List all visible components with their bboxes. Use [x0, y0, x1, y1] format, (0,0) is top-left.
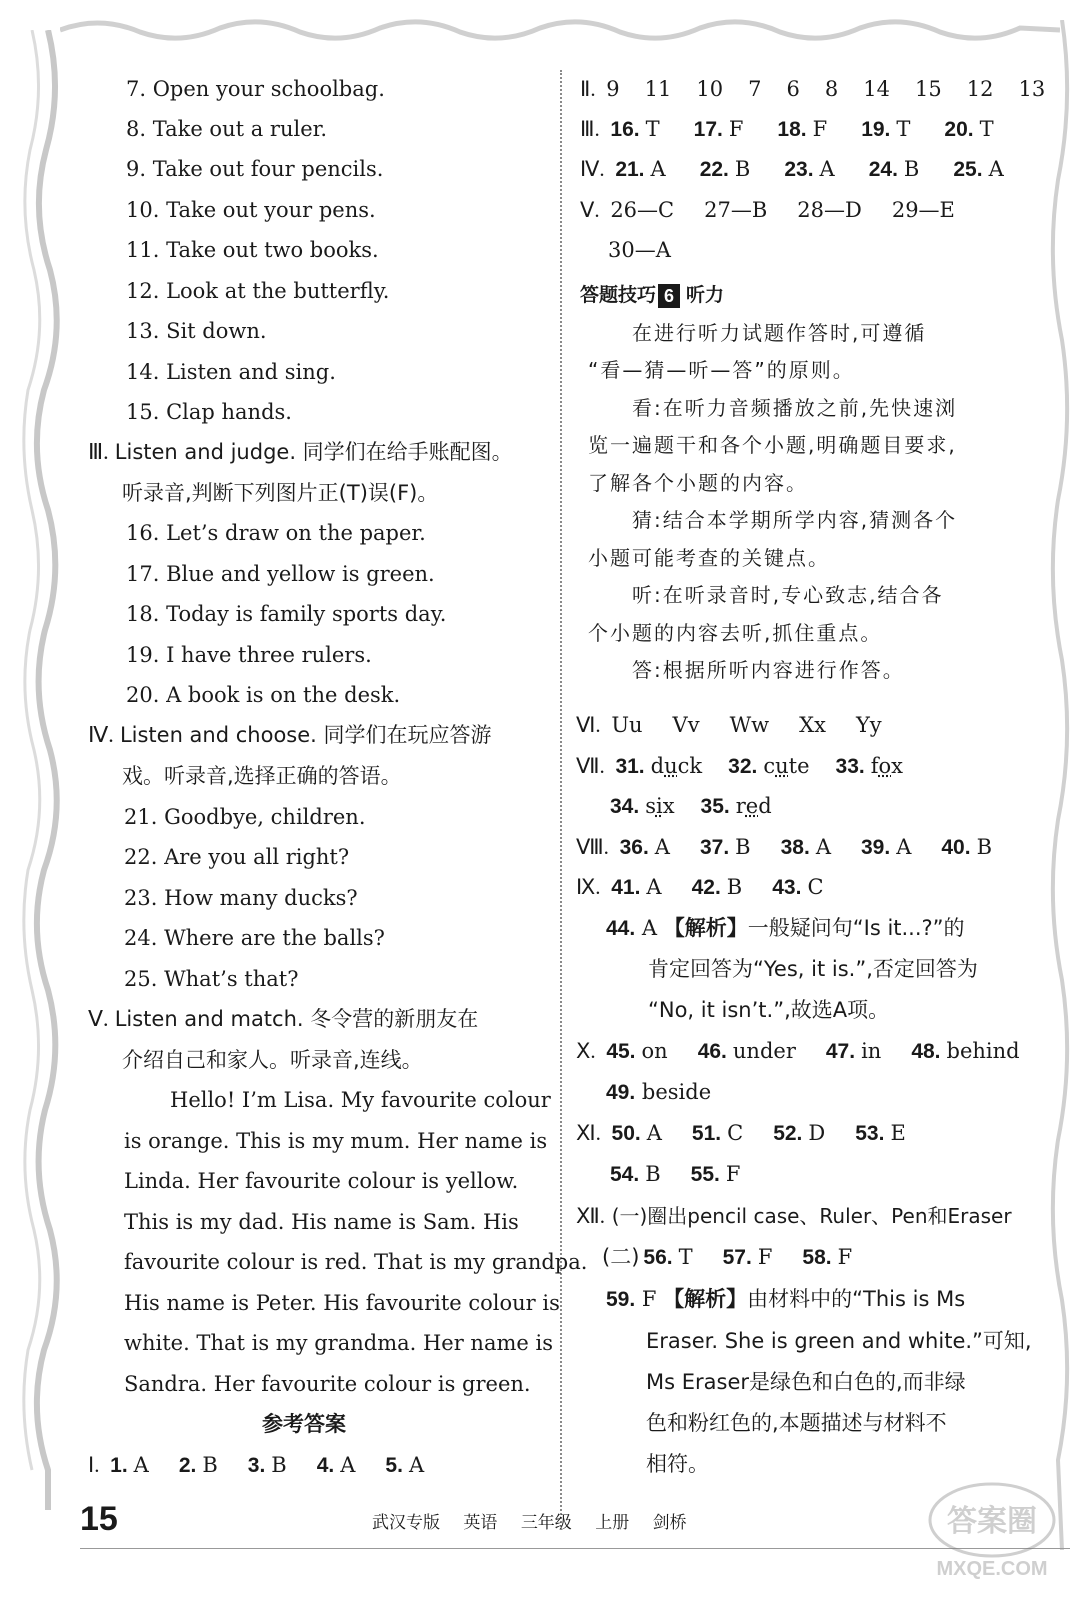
answer-item: [781, 835, 831, 859]
question-number: 3.: [247, 1454, 266, 1477]
answer-item: [836, 754, 903, 778]
listen-sentence-18: 18. Today is family sports day.: [126, 602, 447, 626]
question-number: 55.: [690, 1163, 720, 1186]
section-4-instruction-line2: 戏。听录音,选择正确的答语。: [122, 764, 402, 788]
question-number: 19.: [861, 118, 891, 141]
answer-value: six: [645, 794, 675, 818]
analysis-59-line3: Ms Eraser是绿色和白色的,而非绿: [646, 1370, 966, 1394]
answer-value: B: [726, 875, 743, 899]
question-number: 22.: [699, 158, 729, 181]
answer-item: [692, 875, 743, 899]
answer-item: [773, 1121, 825, 1145]
underlined-letter: e: [745, 794, 759, 818]
subject: 英语: [463, 1513, 498, 1533]
answer-row-4: [580, 154, 1004, 185]
question-number: 37.: [699, 836, 730, 859]
analysis-44-line2: 肯定回答为“Yes, it is.”,否定回答为: [648, 957, 978, 981]
answer-row-2: [580, 74, 1045, 104]
answer-item: [692, 1121, 743, 1145]
roman-numeral: Ⅴ.: [88, 1006, 109, 1031]
listen-sentence-23: 23. How many ducks?: [124, 886, 358, 910]
question-number: 17.: [693, 118, 723, 141]
question-number: 32.: [728, 755, 758, 778]
answer-row-11: [576, 1118, 906, 1149]
answer-value: red: [735, 794, 772, 818]
answer-value: 28—D: [797, 198, 862, 222]
section-5-instruction-line2: 介绍自己和家人。听录音,连线。: [122, 1048, 423, 1072]
tip-text-9: 个小题的内容去听,抓住重点。: [588, 621, 883, 645]
answer-items: [606, 1162, 740, 1186]
answer-value: in: [861, 1039, 882, 1063]
question-number: 40.: [941, 836, 971, 859]
answer-item: [615, 157, 665, 181]
publisher: 剑桥: [652, 1513, 687, 1533]
right-border-decoration: [1044, 20, 1074, 1550]
question-number: 52.: [773, 1122, 803, 1145]
answer-value: 11: [644, 77, 672, 101]
answer-item: [691, 1162, 741, 1186]
question-number: 33.: [835, 755, 865, 778]
analysis-44-line3: “No, it isn’t.”,故选A项。: [648, 998, 890, 1022]
tip-text-1: 在进行听力试题作答时,可遵循: [632, 321, 927, 345]
underlined-letter: u: [664, 754, 678, 778]
tip-text-3: 看:在听力音频播放之前,先快速浏: [632, 396, 958, 420]
answer-item: [728, 754, 809, 778]
analysis-59-line5: 相符。: [646, 1452, 709, 1476]
answer-item: [611, 875, 661, 899]
listen-sentence-15: 15. Clap hands.: [126, 400, 292, 424]
answer-value: T: [979, 117, 994, 141]
tip-text-8: 听:在听录音时,专心致志,结合各: [632, 583, 944, 607]
answer-value: T: [645, 117, 660, 141]
answer-item: [694, 117, 744, 141]
answer-value: D: [808, 1121, 826, 1145]
roman-numeral: Ⅺ.: [576, 1121, 601, 1145]
question-number: 48.: [911, 1040, 941, 1063]
tip-text-5: 了解各个小题的内容。: [588, 471, 808, 495]
answer-value: F: [725, 1162, 741, 1186]
answer-row-12-part2: [602, 1242, 852, 1273]
answer-item: [861, 117, 910, 141]
answer-items: [608, 1121, 906, 1145]
question-number: 49.: [606, 1081, 636, 1104]
answer-value: A: [641, 916, 658, 940]
question-number: 39.: [860, 836, 891, 859]
answer-value: B: [734, 157, 751, 181]
watermark-site: MXQE.COM: [936, 1558, 1048, 1580]
question-number: 2.: [178, 1454, 197, 1477]
question-number: 1.: [110, 1454, 128, 1477]
answer-value: under: [732, 1039, 796, 1063]
answer-items: [616, 835, 992, 859]
torn-paper-edge-decoration: [18, 30, 73, 1510]
listen-sentence-14: 14. Listen and sing.: [126, 360, 336, 384]
listen-sentence-13: 13. Sit down.: [126, 319, 267, 343]
answer-value: B: [976, 835, 992, 859]
tip-text-10: 答:根据所听内容进行作答。: [632, 658, 905, 682]
roman-numeral: Ⅸ.: [576, 875, 601, 899]
answer-59: [606, 1284, 965, 1315]
answer-items: [639, 1245, 852, 1269]
question-number: 20.: [944, 118, 974, 141]
answer-item: [777, 117, 827, 141]
answer-item: [248, 1453, 287, 1477]
question-number: 42.: [691, 876, 721, 899]
answer-item: [941, 835, 992, 859]
answer-value: 15: [914, 77, 942, 101]
analysis-text: 一般疑问句“Is it...?”的: [747, 916, 965, 940]
answer-row-7: [576, 751, 903, 782]
answer-items: [606, 198, 955, 222]
answer-44: [606, 913, 965, 944]
answer-item: [612, 1121, 662, 1145]
answer-row-9: [576, 872, 824, 903]
answer-value: 8: [824, 77, 839, 101]
roman-numeral: Ⅱ.: [580, 77, 596, 101]
question-number: 16.: [610, 118, 640, 141]
question-number: 18.: [777, 118, 807, 141]
listen-sentence-19: 19. I have three rulers.: [126, 643, 372, 667]
listen-sentence-22: 22. Are you all right?: [124, 845, 350, 869]
passage-line-8: Sandra. Her favourite colour is green.: [124, 1372, 531, 1396]
answer-value: A: [650, 157, 666, 181]
tip-label: 答题技巧: [580, 284, 657, 306]
answer-items: [611, 157, 1003, 181]
answer-value: Xx: [799, 713, 826, 737]
roman-numeral: Ⅲ.: [88, 439, 109, 464]
tip-topic: 听力: [686, 284, 725, 306]
answer-value: 10: [696, 77, 724, 101]
answer-item: [179, 1453, 218, 1477]
answer-items: [607, 875, 823, 899]
answer-item: [698, 1039, 796, 1063]
listen-sentence-9: 9. Take out four pencils.: [126, 157, 384, 181]
answer-value: 7: [748, 77, 762, 101]
answer-value: T: [896, 117, 911, 141]
listen-sentence-24: 24. Where are the balls?: [124, 926, 385, 950]
answer-value: B: [735, 835, 751, 859]
underlined-letter: o: [878, 754, 892, 778]
answer-value: F: [757, 1245, 773, 1269]
answer-value: C: [807, 875, 824, 899]
question-number: 58.: [802, 1246, 832, 1269]
question-number: 53.: [855, 1122, 885, 1145]
question-number: 59.: [606, 1288, 636, 1311]
roman-numeral: Ⅲ.: [580, 117, 600, 141]
listen-sentence-12: 12. Look at the butterfly.: [126, 279, 390, 303]
answer-value: T: [678, 1245, 693, 1269]
question-number: 44.: [606, 917, 636, 940]
answer-value: behind: [946, 1039, 1020, 1063]
answer-value: Vv: [672, 713, 700, 737]
answer-value: 26—C: [610, 198, 675, 222]
analysis-tag: 【解析】: [663, 1287, 748, 1311]
answer-item: [855, 1121, 906, 1145]
answer-value: F: [641, 1287, 657, 1311]
tip-text-7: 小题可能考查的关键点。: [588, 546, 830, 570]
answer-value: 12: [966, 77, 994, 101]
tip-text-6: 猜:结合本学期所学内容,猜测各个: [632, 508, 958, 532]
answer-value: fox: [870, 754, 903, 778]
answer-items: [602, 77, 1045, 101]
answer-value: A: [340, 1453, 356, 1477]
answer-item: [610, 794, 675, 818]
question-number: 51.: [691, 1122, 722, 1145]
question-number: 34.: [610, 795, 640, 818]
question-number: 54.: [610, 1163, 640, 1186]
answer-value: A: [988, 157, 1004, 181]
answer-item: [606, 1039, 667, 1063]
answer-items: [611, 754, 903, 778]
answer-item: [784, 157, 834, 181]
answer-item: [615, 754, 702, 778]
answer-item: [317, 1453, 356, 1477]
answer-value: E: [890, 1121, 906, 1145]
passage-line-1: Hello! I’m Lisa. My favourite colour: [170, 1088, 551, 1112]
answer-item: [700, 835, 751, 859]
answer-value: F: [812, 117, 828, 141]
answer-item: [723, 1245, 773, 1269]
listen-sentence-21: 21. Goodbye, children.: [124, 805, 366, 829]
question-number: 5.: [385, 1454, 403, 1477]
answer-item: [953, 157, 1003, 181]
answer-value: beside: [641, 1080, 712, 1104]
roman-numeral: Ⅷ.: [576, 835, 609, 859]
roman-numeral: Ⅻ.: [576, 1204, 606, 1228]
book-info: [372, 1508, 705, 1533]
roman-numeral: Ⅵ.: [576, 713, 601, 737]
answer-key-title: 参考答案: [262, 1412, 346, 1436]
answer-item: [620, 835, 670, 859]
answer-items: [607, 713, 881, 737]
answer-row-11-cont: [606, 1159, 740, 1190]
answer-row-10: [576, 1036, 1020, 1067]
passage-line-7: white. That is my grandma. Her name is: [124, 1331, 553, 1355]
analysis-59-line2: Eraser. She is green and white.”可知,: [646, 1329, 1032, 1353]
answer-item: [869, 157, 920, 181]
answer-row-1: [88, 1450, 424, 1481]
answer-row-12-part1: (一)圈出pencil case、Ruler、Pen和Eraser: [611, 1204, 1012, 1228]
roman-numeral: Ⅶ.: [576, 754, 605, 778]
answer-item: [701, 794, 772, 818]
passage-line-6: His name is Peter. His favourite colour is: [124, 1291, 560, 1315]
passage-line-2: is orange. This is my mum. Her name is: [124, 1129, 548, 1153]
answer-value: cute: [763, 754, 810, 778]
question-number: 36.: [619, 836, 649, 859]
listen-sentence-25: 25. What’s that?: [124, 967, 299, 991]
answer-value: B: [271, 1453, 287, 1477]
answer-item: [911, 1039, 1019, 1063]
answer-value: F: [837, 1245, 853, 1269]
question-number: 43.: [772, 876, 802, 899]
question-number: 56.: [643, 1246, 673, 1269]
answer-items: [606, 794, 772, 818]
passage-line-5: favourite colour is red. That is my grandpa.: [124, 1250, 588, 1274]
question-number: 23.: [784, 158, 814, 181]
question-number: 41.: [611, 876, 641, 899]
answer-item: [610, 117, 659, 141]
answer-item: [110, 1453, 149, 1477]
analysis-tag: 【解析】: [663, 916, 748, 940]
answer-row-5-cont: 30—A: [608, 238, 671, 262]
section-3-instruction-line2: 听录音,判断下列图片正(T)误(F)。: [122, 481, 439, 505]
answer-item: [826, 1039, 881, 1063]
question-number: 35.: [700, 795, 730, 818]
listen-sentence-16: 16. Let’s draw on the paper.: [126, 521, 426, 545]
listen-sentence-7: 7. Open your schoolbag.: [126, 77, 385, 101]
listen-sentence-8: 8. Take out a ruler.: [126, 117, 328, 141]
listen-sentence-20: 20. A book is on the desk.: [126, 683, 401, 707]
answer-value: A: [133, 1453, 149, 1477]
answer-value: Yy: [855, 713, 882, 737]
answer-value: B: [645, 1162, 661, 1186]
roman-numeral: Ⅰ.: [88, 1453, 100, 1477]
answer-value: Ww: [729, 713, 770, 737]
answer-value: A: [646, 875, 662, 899]
tip-text-2: “看—猜—听—答”的原则。: [588, 358, 855, 382]
answer-item: [861, 835, 911, 859]
column-divider: [560, 70, 562, 1530]
answer-item: [700, 157, 751, 181]
answer-row-6: [576, 710, 882, 740]
answer-value: 6: [786, 77, 800, 101]
section-5-instruction: Listen and match. 冬令营的新朋友在: [114, 1007, 479, 1031]
answer-row-3: [580, 114, 994, 145]
answer-value: C: [727, 1121, 744, 1145]
tip-text-4: 览一遍题干和各个小题,明确题目要求,: [588, 433, 957, 457]
section-5-heading: [88, 1004, 478, 1034]
answer-value: A: [646, 1121, 662, 1145]
answer-item: [772, 875, 823, 899]
edition: 武汉专版: [372, 1513, 440, 1533]
answer-value: 9: [606, 77, 620, 101]
answer-row-8: [576, 832, 992, 863]
answer-value: F: [728, 117, 744, 141]
answer-value: A: [654, 835, 670, 859]
analysis-text: 由材料中的“This is Ms: [747, 1287, 966, 1311]
answer-value: B: [903, 157, 920, 181]
answer-value: A: [408, 1453, 425, 1477]
roman-numeral: Ⅳ.: [88, 722, 114, 747]
watermark-logo: [922, 1475, 1062, 1585]
answer-row-7-cont: [606, 791, 772, 822]
answer-49: [606, 1077, 711, 1108]
roman-numeral: Ⅹ.: [576, 1039, 596, 1063]
listen-sentence-17: 17. Blue and yellow is green.: [126, 562, 435, 586]
question-number: 57.: [722, 1246, 752, 1269]
answer-value: Uu: [611, 713, 643, 737]
question-number: 21.: [615, 158, 645, 181]
answer-item: [385, 1453, 424, 1477]
section-4-instruction: Listen and choose. 同学们在玩应答游: [119, 723, 492, 747]
answer-value: 13: [1018, 77, 1046, 101]
listen-sentence-11: 11. Take out two books.: [126, 238, 379, 262]
answer-value: B: [202, 1453, 218, 1477]
question-number: 45.: [606, 1040, 636, 1063]
tip-number-badge: 6: [658, 284, 680, 308]
passage-line-3: Linda. Her favourite colour is yellow.: [124, 1169, 519, 1193]
question-number: 46.: [697, 1040, 727, 1063]
answer-items: [602, 1039, 1019, 1063]
answer-items: [606, 117, 993, 141]
part-label: (二): [602, 1245, 640, 1269]
page-number: 15: [80, 1500, 118, 1538]
question-number: 38.: [780, 836, 810, 859]
question-number: 50.: [611, 1122, 641, 1145]
question-number: 4.: [316, 1454, 335, 1477]
section-4-heading: [88, 720, 492, 750]
answer-value: A: [815, 835, 831, 859]
roman-numeral: Ⅳ.: [580, 157, 605, 181]
underlined-letter: u: [775, 754, 789, 778]
watermark-text: 答案圈: [947, 1504, 1037, 1539]
answer-row-5: [580, 195, 955, 225]
passage-line-4: This is my dad. His name is Sam. His: [124, 1210, 519, 1234]
answer-item: [610, 1162, 661, 1186]
answer-value: on: [641, 1039, 668, 1063]
answer-items: [106, 1453, 424, 1477]
tip-heading: [580, 279, 724, 310]
answer-item: [944, 117, 993, 141]
answer-value: duck: [650, 754, 703, 778]
answer-item: [643, 1245, 692, 1269]
answer-value: A: [819, 157, 835, 181]
answer-row-12: [576, 1201, 1012, 1231]
answer-value: 29—E: [891, 198, 955, 222]
underlined-letter: i: [655, 794, 663, 818]
roman-numeral: Ⅴ.: [580, 198, 600, 222]
question-number: 31.: [615, 755, 645, 778]
answer-value: 27—B: [704, 198, 768, 222]
question-number: 47.: [825, 1040, 856, 1063]
volume: 上册: [595, 1513, 630, 1533]
grade: 三年级: [520, 1513, 572, 1533]
answer-item: [802, 1245, 852, 1269]
answer-value: A: [896, 835, 912, 859]
section-3-instruction: Listen and judge. 同学们在给手账配图。: [114, 440, 513, 464]
section-3-heading: [88, 437, 513, 467]
top-border-decoration: [60, 10, 1060, 50]
analysis-59-line4: 色和粉红色的,本题描述与材料不: [646, 1411, 947, 1435]
listen-sentence-10: 10. Take out your pens.: [126, 198, 376, 222]
question-number: 25.: [953, 158, 983, 181]
question-number: 24.: [868, 158, 898, 181]
answer-value: 14: [863, 77, 890, 101]
